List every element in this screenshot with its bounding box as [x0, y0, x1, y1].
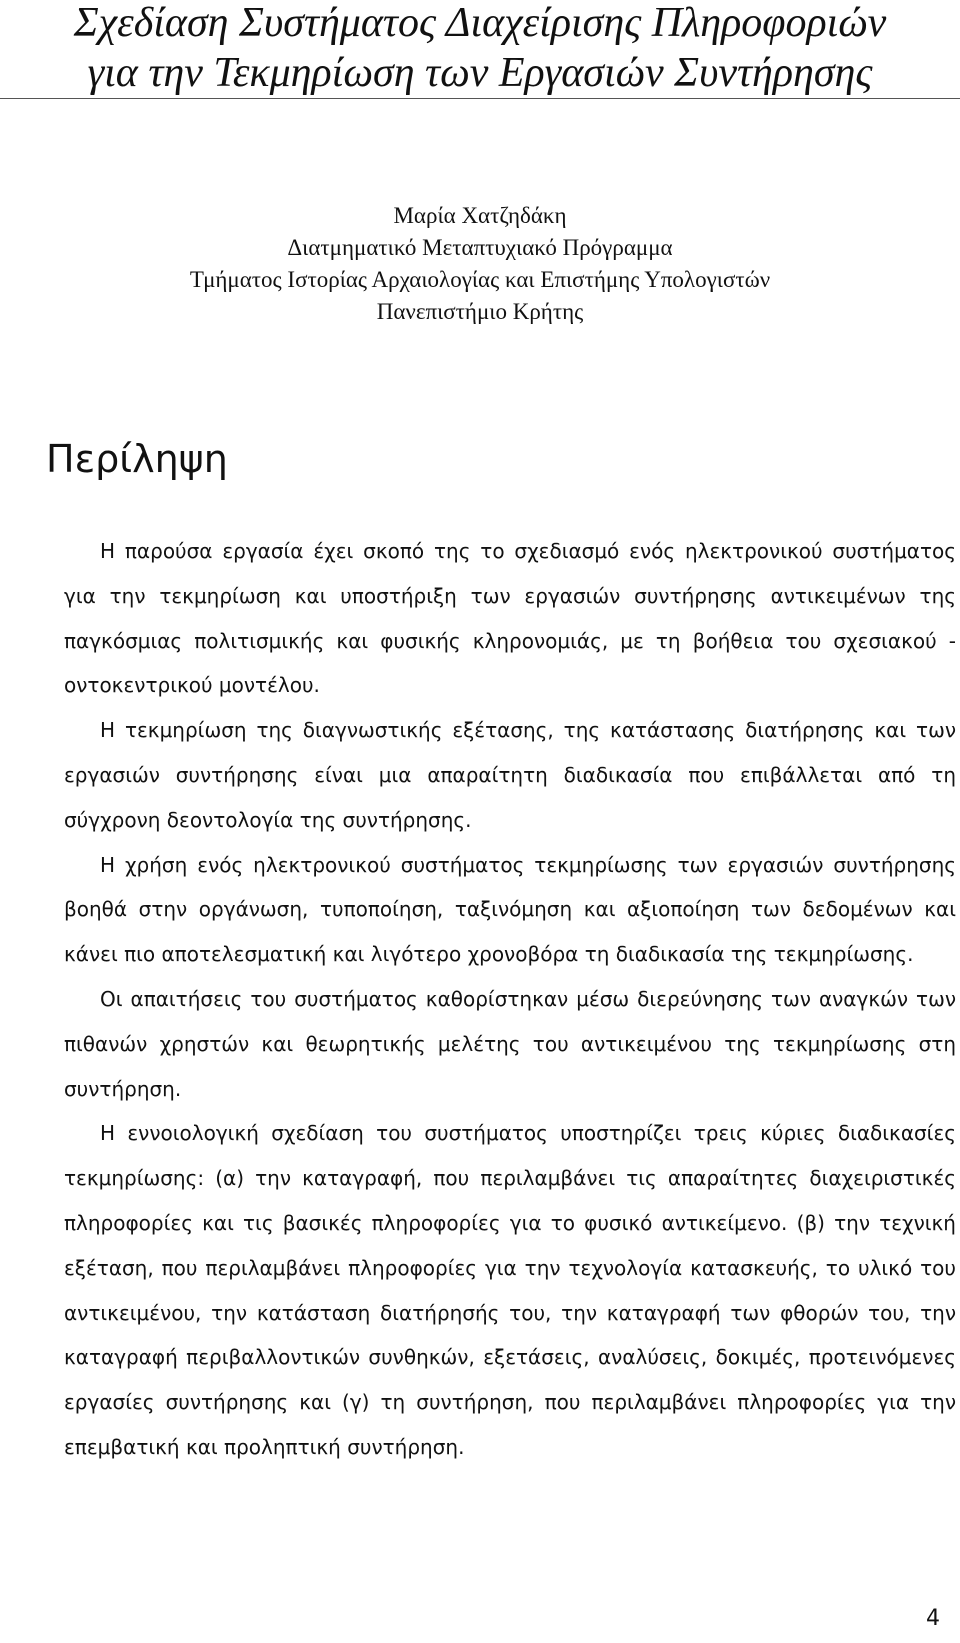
page-number: 4	[926, 1606, 940, 1631]
title-line-1: Σχεδίαση Συστήματος Διαχείρισης Πληροφοριών	[73, 0, 887, 46]
author-block	[0, 200, 960, 328]
abstract-paragraph: Η παρούσα εργασία έχει σκοπό της το σχεδιασμό ενός ηλεκτρονικού συστήματος για την τεκμηρίωση και υποστήριξη των εργασιών συντήρησης αντικειμένων της παγκόσμιας πολιτισμικής και φυσικής κληρονομιάς, με τη βοήθεια του σχεσιακού - οντοκεντρικού μοντέλου.	[64, 539, 956, 698]
author-program: Διατμηματικό Μεταπτυχιακό Πρόγραμμα	[287, 235, 673, 260]
title-line-2: για την Τεκμηρίωση των Εργασιών Συντήρησης	[87, 50, 873, 96]
author-name: Μαρία Χατζηδάκη	[393, 203, 567, 228]
abstract-paragraph: Η τεκμηρίωση της διαγνωστικής εξέτασης, της κατάστασης διατήρησης και των εργασιών συντήρησης είναι μια απαραίτητη διαδικασία που επιβάλλεται από τη σύγχρονη δεοντολογία της συντήρησης.	[64, 718, 956, 832]
document-title	[0, 0, 960, 99]
abstract-heading: Περίληψη	[46, 437, 228, 481]
author-department: Τμήματος Ιστορίας Αρχαιολογίας και Επιστήμης Υπολογιστών	[189, 267, 771, 292]
author-university: Πανεπιστήμιο Κρήτης	[376, 299, 584, 324]
abstract-body	[64, 529, 956, 1470]
abstract-paragraph: Η εννοιολογική σχεδίαση του συστήματος υποστηρίζει τρεις κύριες διαδικασίες τεκμηρίωσης: (α) την καταγραφή, που περιλαμβάνει τις απαραίτητες διαχειριστικές πληροφορίες και τις βασικές πληροφορίες για το φυσικό αντικείμενο. (β) την τεχνική εξέταση, που περιλαμβάνει πληροφορίες για την τεχνολογία κατασκευής, το υλικό του αντικειμένου, την κατάσταση διατήρησής του, την καταγραφή των φθορών του, την καταγραφή περιβαλλοντικών συνθηκών, εξετάσεις, αναλύσεις, δοκιμές, προτεινόμενες εργασίες συντήρησης και (γ) τη συντήρηση, που περιλαμβάνει πληροφορίες για την επεμβατική και προληπτική συντήρηση.	[64, 1121, 956, 1459]
abstract-paragraph: Η χρήση ενός ηλεκτρονικού συστήματος τεκμηρίωσης των εργασιών συντήρησης βοηθά στην οργάνωση, τυποποίηση, ταξινόμηση και αξιοποίηση των δεδομένων και κάνει πιο αποτελεσματική και λιγότερο χρονοβόρα τη διαδικασία της τεκμηρίωσης.	[64, 852, 956, 967]
abstract-paragraph: Οι απαιτήσεις του συστήματος καθορίστηκαν μέσω διερεύνησης των αναγκών των πιθανών χρηστών και θεωρητικής μελέτης του αντικειμένου της τεκμηρίωσης στη συντήρηση.	[64, 986, 956, 1101]
